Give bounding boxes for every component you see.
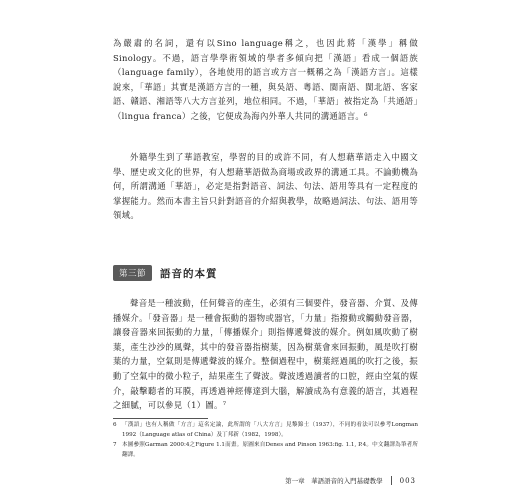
footnote-divider <box>113 418 208 419</box>
footnotes <box>113 421 418 461</box>
footnote-text: 本圖參照Garman 2000:4之Figure 1.1而畫。原圖來自Denes and Pinson 1963:fig. 1.1, P.4。中文翻譯為筆者所翻譯。 <box>122 442 418 458</box>
footnote-text: 「漢語」也有人稱做「方言」這名定論，此所謂的「八大方言」見黎錦士（1937），不同的看法可以參考Longman 1992（Language atlas of China）及丁邦新（1982，1998）。 <box>122 422 418 438</box>
running-footer-chapter: 第一章 華語語音的入門基礎教學 <box>285 477 383 485</box>
footnote-number: 6 <box>113 422 117 428</box>
paragraph-1: 為嚴肅的名詞，還有以Sino language稱之，也因此將「漢學」稱做Sinology。不過，語言學學術領域的學者多傾向把「漢語」看成一個語族（language family），各地使用的語言或方言一概稱之為「漢語方言」。這樣說來，「華語」其實是漢語方言的一種，與吳語、粵語、閩南語、閩北語、客家語、贛語、湘語等八大方言並列，地位相同。不過，「華語」被指定為「共通語」（lingua franca）之後，它便成為海內外華人共同的溝通語言。⁶ <box>113 38 418 121</box>
footnote <box>113 421 418 440</box>
paragraph-3: 聲音是一種波動，任何聲音的產生，必須有三個要件，發音器、介質、及傳播媒介。「發音器」是一種會振動的器物或器官，「力量」指撥動或觸動發音器，讓發音器來回振動的力量，「傳播媒介」則指傳遞聲波的媒介。例如風吹動了樹葉，產生沙沙的風聲，其中的發音器指樹葉，因為樹葉會來回振動，風是吹打樹葉的力量，空氣則是傳遞聲波的媒介。整個過程中，樹葉經過風的吹打之後，振動了空氣中的微小粒子，結果產生了聲波。聲波透過讀者的口腔，經由空氣的媒介，敲擊聽者的耳膜，再透過神經傳達到大腦，解讀成為有意義的語言，其過程之細膩，可以參見（1）圖。⁷ <box>113 298 418 411</box>
paragraph-2: 外籍學生到了華語教室，學習的目的或許不同，有人想藉華語走入中國文學、歷史或文化的世界，有人想藉華語做為商場或政界的溝通工具。不論動機為何，所謂溝通「華語」，必定是指對語音、詞法、句法、語用等具有一定程度的掌握能力。然而本書主旨只針對語音的介紹與教學，故略過詞法、句法、語用等領域。 <box>113 152 418 221</box>
page-footer <box>285 476 416 485</box>
section-title: 語音的本質 <box>160 267 218 280</box>
footnote-number: 7 <box>113 442 117 449</box>
section-badge: 第三節 <box>113 265 152 281</box>
section-heading <box>113 264 218 282</box>
page-number: 003 <box>399 476 416 485</box>
footer-separator <box>391 476 392 485</box>
footnote <box>113 441 418 460</box>
